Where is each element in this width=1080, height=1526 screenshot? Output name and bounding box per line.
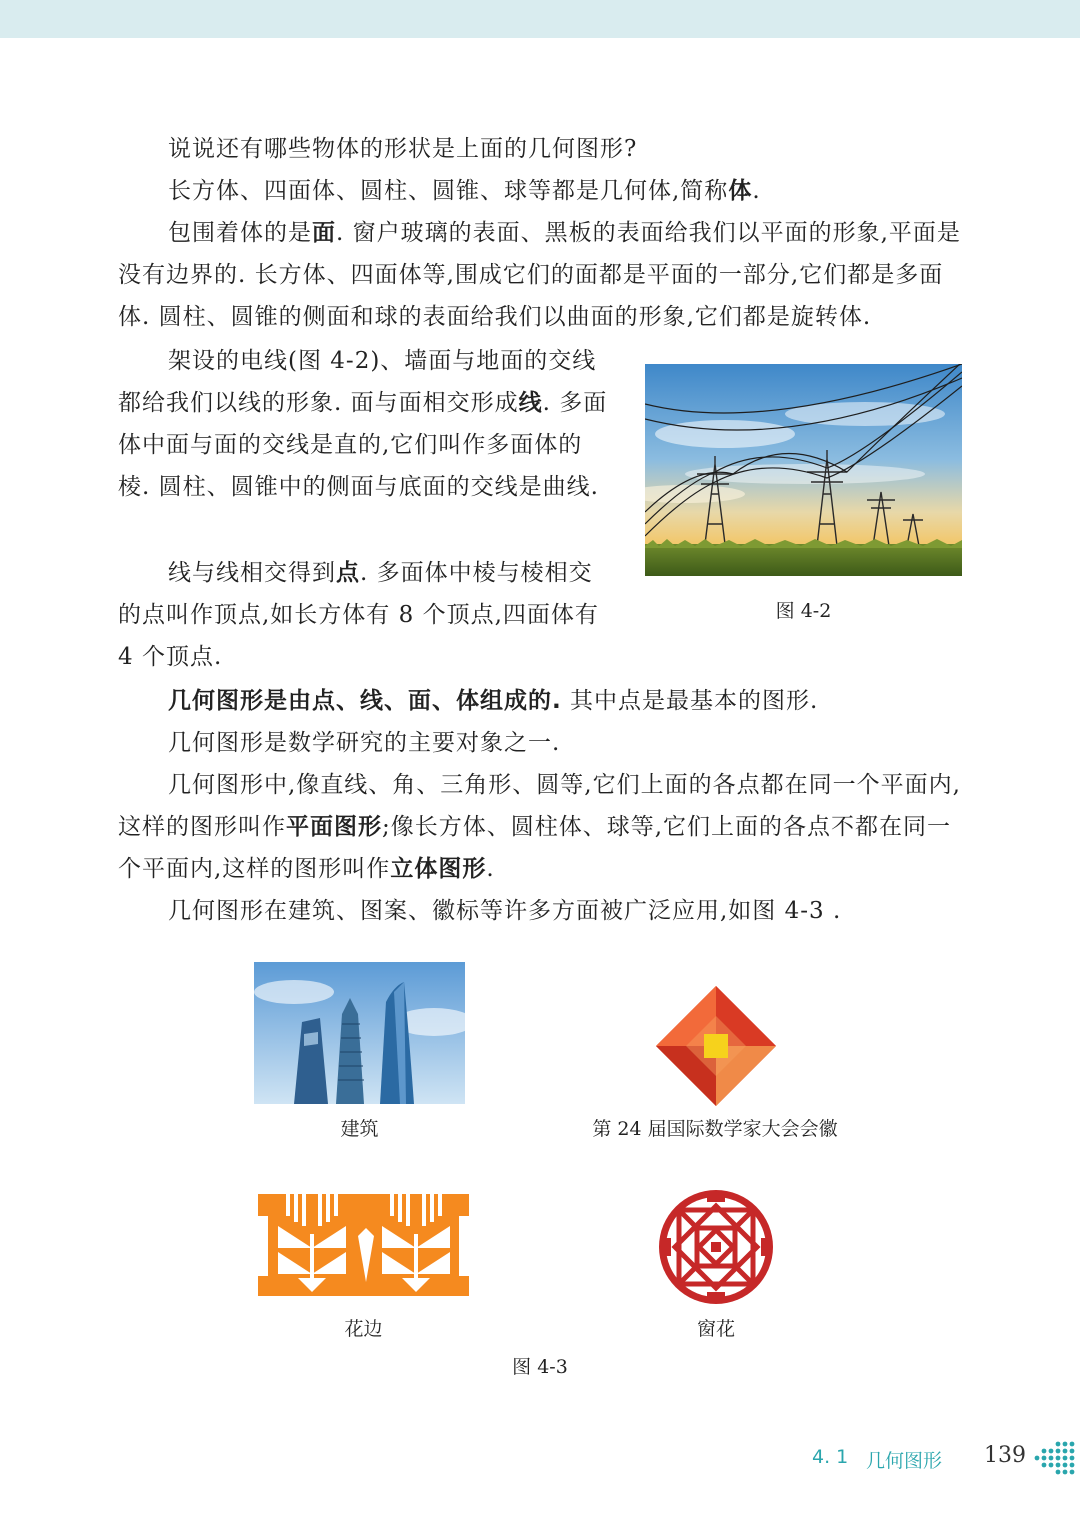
paragraph-surfaces [118,212,964,338]
skyscraper-illustration [254,962,465,1104]
text: . [486,856,495,882]
text: 其中点是最基本的图形. [561,688,819,714]
term-line: 线 [518,390,543,416]
paragraph-plane-solid [118,764,964,890]
building-caption: 建筑 [340,1118,379,1140]
paragraph-points [118,552,613,678]
term-solid-figure: 立体图形 [390,856,487,882]
page-number: 139 [984,1443,1026,1468]
term-point: 点 [336,560,360,586]
icm-logo-icon [656,986,776,1106]
text: 架设的电线(图 4-2)、墙面与地面的交线都给我们以线的形象. 面与面相交形成 [118,348,597,416]
footer-section-number: 4. 1 [812,1446,849,1468]
power-lines-photo [645,364,962,576]
text: . 窗户玻璃的表面、黑板的表面给我们以平面的形象,平面是没有边界的. 长方体、四面体等,围成它们的面都是平面的一部分,它们都是多面体. 圆柱、圆锥的侧面和球的表面给我们以曲面的形象,它们都是旋转体. [118,220,961,330]
text: 包围着体的是 [168,220,312,246]
window-flower-papercut [657,1188,775,1306]
text: ;像长方体、圆柱体、球等,它们上面的各点不都在同一个平面内,这样的图形叫作 [118,814,952,882]
text: 长方体、四面体、圆柱、圆锥、球等都是几何体,简称 [168,178,729,204]
paragraph-applications: 几何图形在建筑、图案、徽标等许多方面被广泛应用,如图 4-3 . [168,898,842,924]
key-statement: 几何图形是由点、线、面、体组成的. [168,688,562,714]
icm-logo [656,986,776,1106]
figure-4-3-caption: 图 4-3 [512,1356,568,1378]
term-plane-figure: 平面图形 [286,814,382,840]
lace-border-illustration [258,1186,469,1304]
term-solid: 体 [728,178,753,204]
building-photo [254,962,465,1104]
logo-caption: 第 24 届国际数学家大会会徽 [592,1118,838,1140]
window-flower-illustration [657,1188,775,1306]
paragraph-research-object: 几何图形是数学研究的主要对象之一. [168,730,561,756]
lace-caption: 花边 [344,1318,383,1340]
page-header-band [0,0,1080,38]
term-surface: 面 [312,220,336,246]
text: . 多面体中棱与棱相交的点叫作顶点,如长方体有 8 个顶点,四面体有 4 个顶点. [118,560,599,670]
text: 几何图形中,像直线、角、三角形、圆等,它们上面的各点都在同一个平面内,这样的图形叫作 [118,772,961,840]
paragraph-lines [118,340,613,508]
window-flower-caption: 窗花 [696,1318,735,1340]
text: . 多面体中面与面的交线是直的,它们叫作多面体的棱. 圆柱、圆锥中的侧面与底面的交线是曲线. [118,390,608,500]
lace-border-pattern [258,1186,469,1304]
footer-section-title: 几何图形 [866,1450,943,1472]
power-lines-illustration [645,364,962,576]
text: 线与线相交得到 [168,560,336,586]
text: . [752,178,761,204]
figure-4-2-caption: 图 4-2 [775,600,832,622]
decorative-dots-icon [1030,1440,1078,1478]
paragraph-question: 说说还有哪些物体的形状是上面的几何图形? [168,136,638,162]
paragraph-solids [118,170,964,212]
paragraph-composition [118,680,964,722]
